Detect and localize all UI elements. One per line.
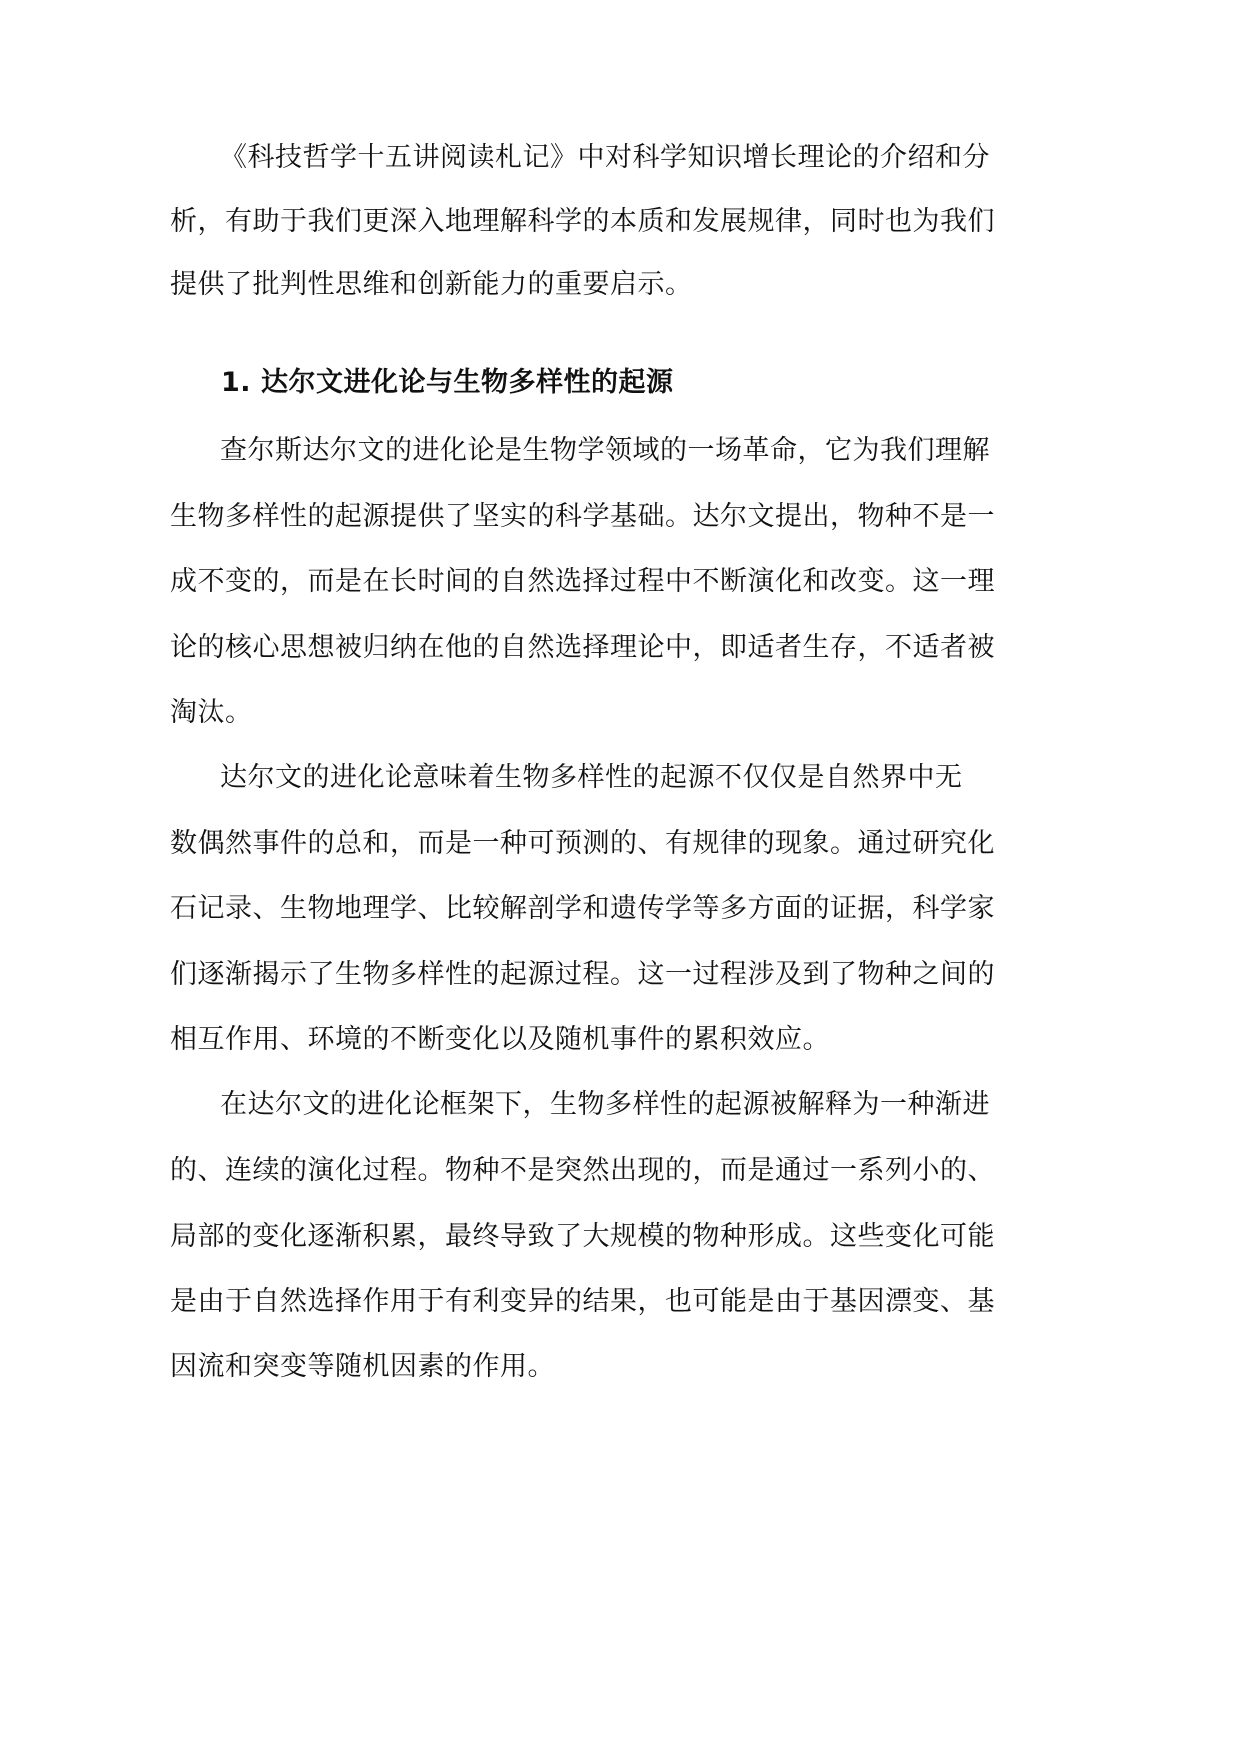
paragraph-3-line-4: 们逐渐揭示了生物多样性的起源过程。这一过程涉及到了物种之间的 <box>170 959 995 990</box>
paragraph-3-line-5: 相互作用、环境的不断变化以及随机事件的累积效应。 <box>170 1024 830 1055</box>
paragraph-4-line-4: 是由于自然选择作用于有利变异的结果，也可能是由于基因漂变、基 <box>170 1286 995 1317</box>
paragraph-3-line-1: 达尔文的进化论意味着生物多样性的起源不仅仅是自然界中无 <box>220 762 963 793</box>
paragraph-1-line-2: 析，有助于我们更深入地理解科学的本质和发展规律，同时也为我们 <box>170 206 995 237</box>
paragraph-2-line-3: 成不变的，而是在长时间的自然选择过程中不断演化和改变。这一理 <box>170 566 995 597</box>
paragraph-4-line-2: 的、连续的演化过程。物种不是突然出现的，而是通过一系列小的、 <box>170 1155 995 1186</box>
paragraph-2-line-4: 论的核心思想被归纳在他的自然选择理论中，即适者生存，不适者被 <box>170 632 995 663</box>
paragraph-2-line-2: 生物多样性的起源提供了坚实的科学基础。达尔文提出，物种不是一 <box>170 501 995 532</box>
paragraph-3-line-2: 数偶然事件的总和，而是一种可预测的、有规律的现象。通过研究化 <box>170 828 995 859</box>
paragraph-4-line-3: 局部的变化逐渐积累，最终导致了大规模的物种形成。这些变化可能 <box>170 1221 995 1252</box>
paragraph-1-line-3: 提供了批判性思维和创新能力的重要启示。 <box>170 269 693 300</box>
section-heading: 1. 达尔文进化论与生物多样性的起源 <box>221 367 674 398</box>
paragraph-1-line-1: 《科技哲学十五讲阅读札记》中对科学知识增长理论的介绍和分 <box>220 142 990 173</box>
paragraph-2-line-5: 淘汰。 <box>170 697 253 728</box>
paragraph-4-line-5: 因流和突变等随机因素的作用。 <box>170 1351 555 1382</box>
paragraph-2-line-1: 查尔斯达尔文的进化论是生物学领域的一场革命，它为我们理解 <box>220 435 990 466</box>
paragraph-4-line-1: 在达尔文的进化论框架下，生物多样性的起源被解释为一种渐进 <box>220 1089 990 1120</box>
paragraph-3-line-3: 石记录、生物地理学、比较解剖学和遗传学等多方面的证据，科学家 <box>170 893 995 924</box>
